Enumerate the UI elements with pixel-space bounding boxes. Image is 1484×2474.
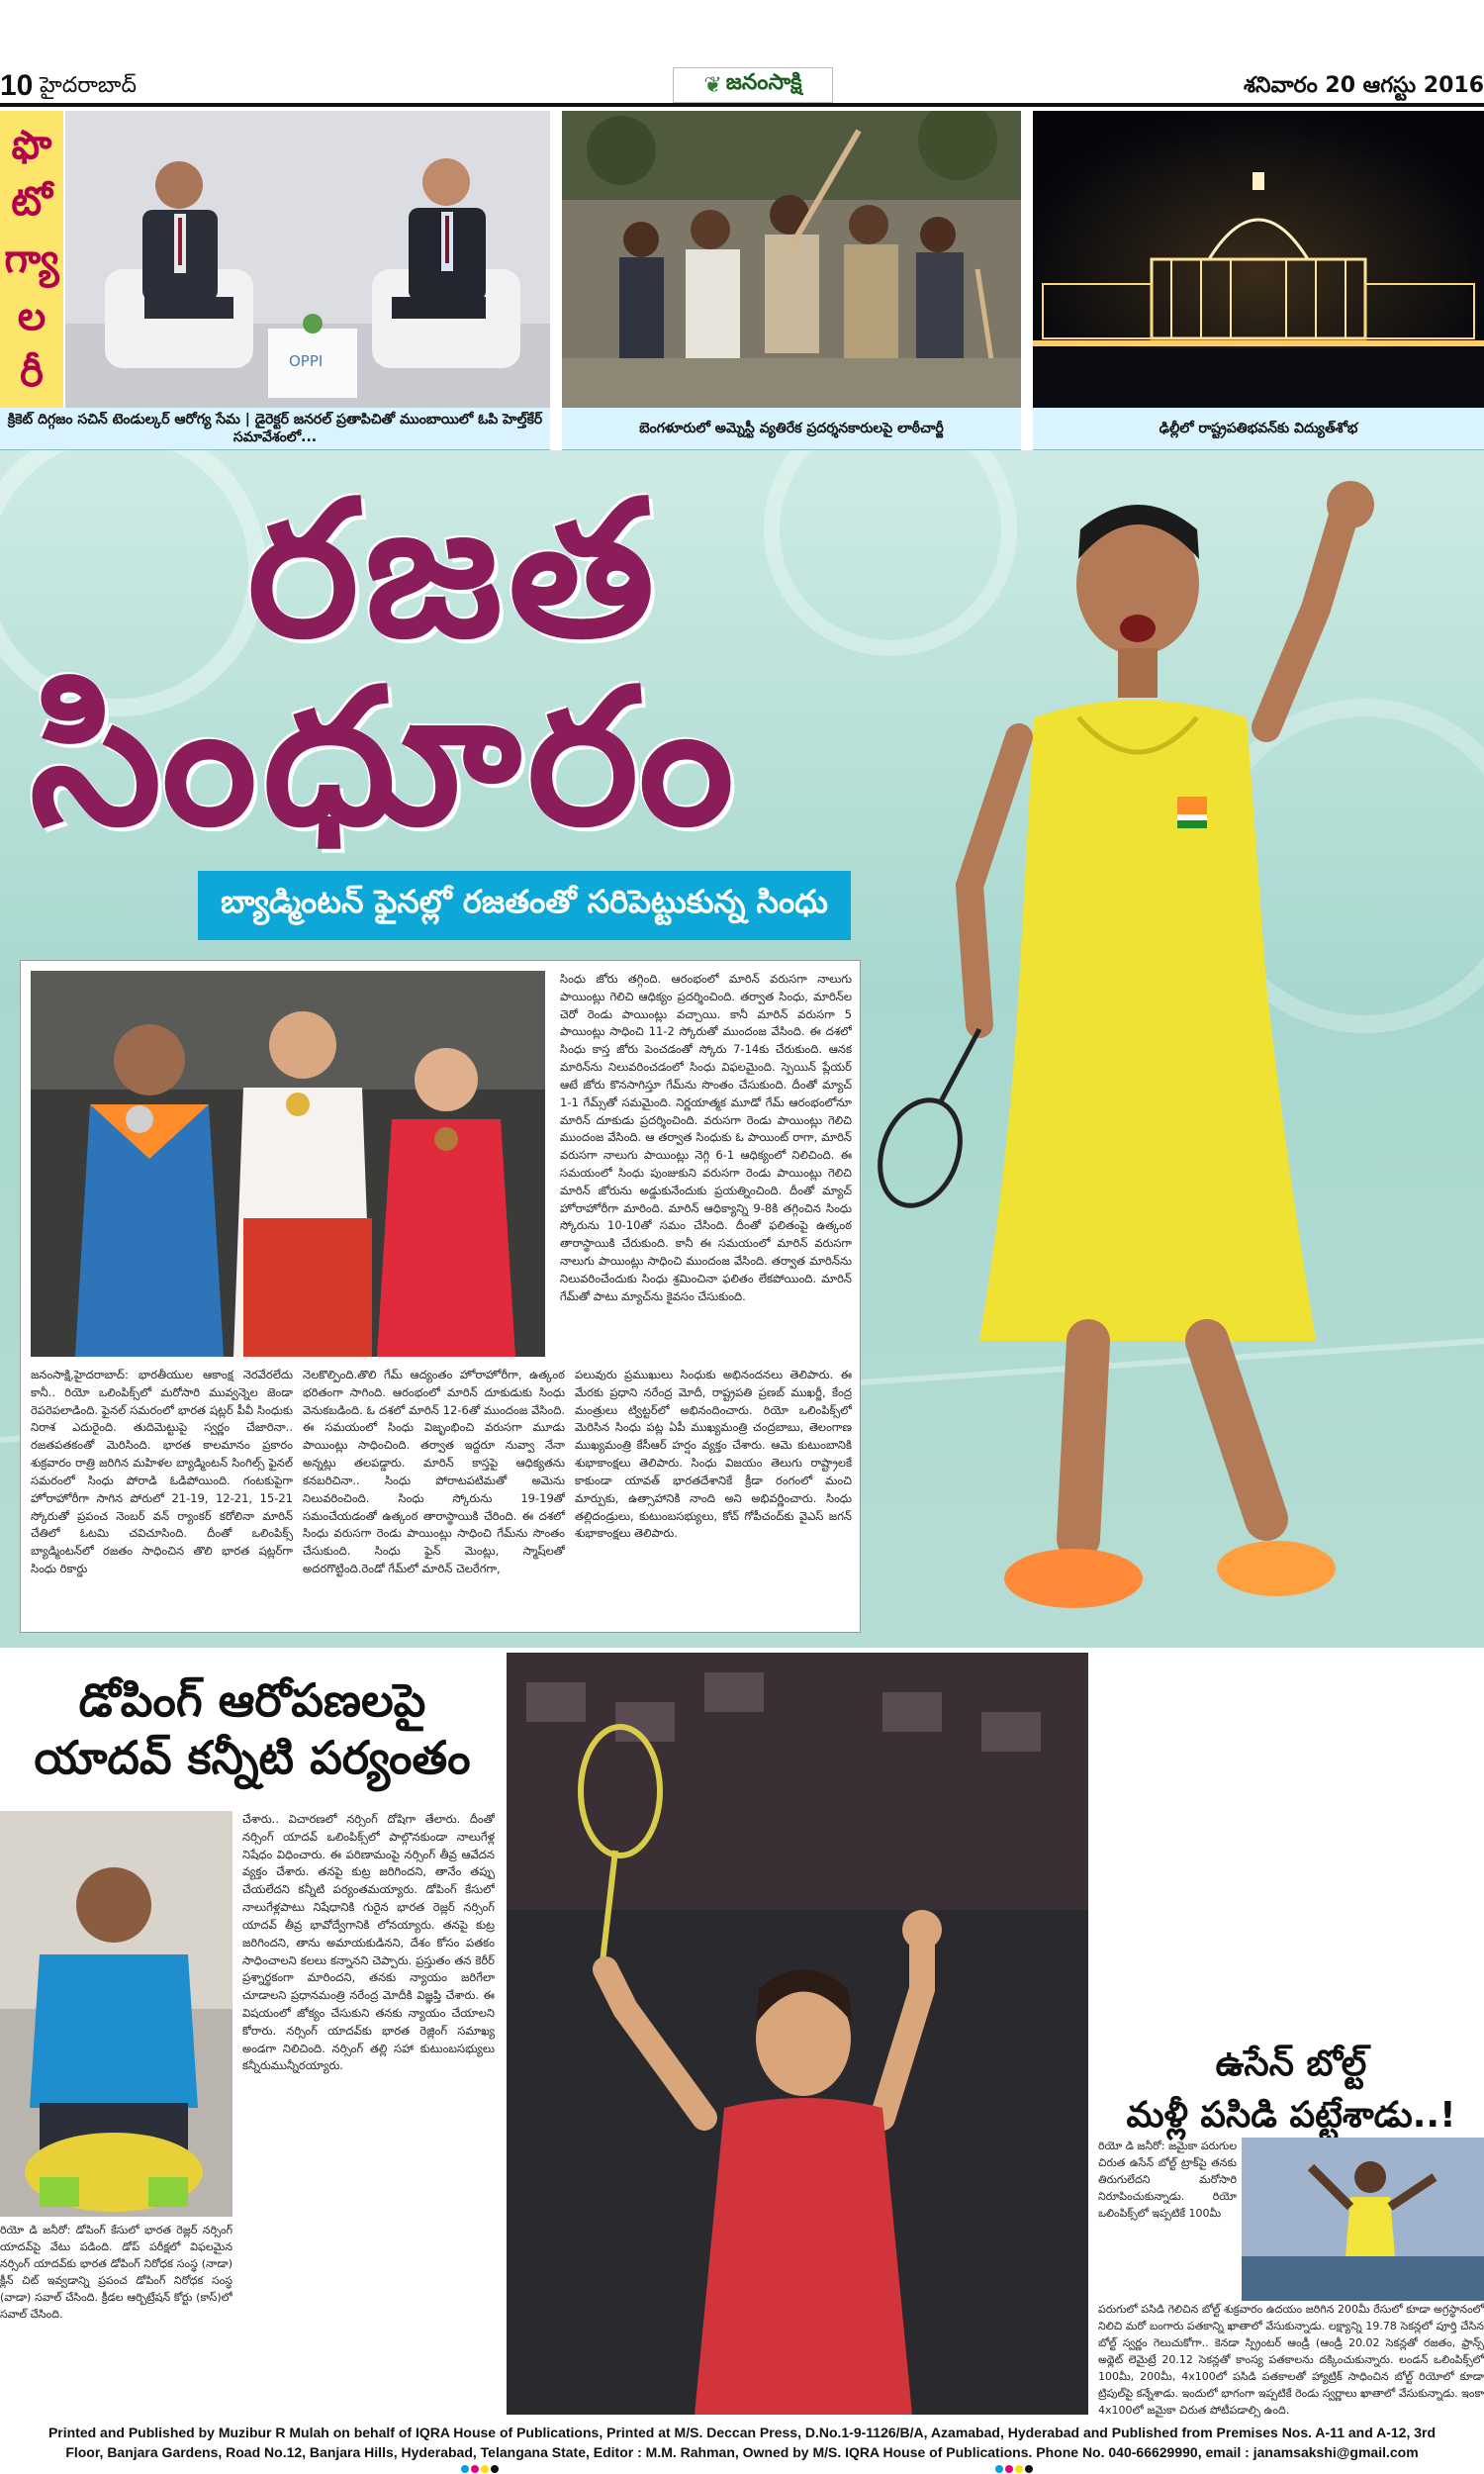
sindhu-article-box — [20, 960, 861, 1633]
hero-subtitle-banner: బ్యాడ్మింటన్ ఫైనల్లో రజతంతో సరిపెట్టుకున్న సింధు — [198, 871, 851, 940]
gallery-caption-2: బెంగళూరులో అమ్నెస్టీ వ్యతిరేక ప్రదర్శనకారులపై లాఠీచార్జీ — [562, 408, 1021, 450]
bolt-headline — [1098, 2039, 1484, 2141]
narsingh-yadav-photo — [0, 1811, 232, 2217]
article-column-3: పలువురు ప్రముఖులు సింధుకు అభినందనలు తెలిపారు. ఈ మేరకు ప్రధాని నరేంద్ర మోదీ, రాష్ట్రపతి ప్రణబ్ ముఖర్జీ, కేంద్ర మంత్రులు ట్విట్టర్‌లో అభినందించారు. రియో ఒలింపిక్స్‌లో మెరిసిన సింధు పట్ల ఏపీ ముఖ్యమంత్రి చంద్రబాబు, తెలంగాణ ముఖ్యమంత్రి కేసీఆర్ హర్షం వ్యక్తం చేశారు. ఆమె కుటుంబానికి శుభాకాంక్షలు తెలిపారు. సింధు విజయం తెలుగు రాష్ట్రాలకే కాకుండా యావత్ భారతదేశానికే క్రీడా రంగంలో మంచి మార్పుకు, ఉత్సాహానికి నాంది అని అభివర్ణించారు. సింధు తల్లిదండ్రులు, కుటుంబసభ్యులు, కోచ్ గోపీచంద్‌కు వైఎస్ జగన్ శుభాకాంక్షలు తెలిపారు. — [575, 1368, 852, 1541]
gallery-caption-1: క్రికెట్ దిగ్గజం సచిన్ టెండుల్కర్ ఆరోగ్య సేమ | డైరెక్టర్ జనరల్ ప్రతాపిచితో ముంబాయిలో ఓపి హెల్త్‌కేర్ సమావేశంలో... — [0, 408, 550, 450]
podium-medalists-photo — [31, 971, 545, 1357]
masthead-title: జనంసాక్షి — [725, 70, 802, 95]
gallery-letter: గ్యా — [4, 236, 59, 282]
leaf-icon: ❦ — [703, 72, 722, 98]
illuminated-building-illustration — [1033, 111, 1484, 408]
protest-illustration — [562, 111, 1021, 408]
doping-headline-line-2: యాదవ్ కన్నీటి పర్యంతం — [34, 1730, 471, 1784]
imprint-line-2: Floor, Banjara Gardens, Road No.12, Banjara Hills, Hyderabad, Telangana State, Editor : M.M. Rahman, Owned by M/S. IQRA House of Publications. Phone No. 040-66629990, email : janamsakshi@gmail.com — [65, 2444, 1419, 2461]
bolt-column-full: పరుగులో పసిడి గెలిచిన బోల్ట్ శుక్రవారం ఉదయం జరిగిన 200మీ రేసులో కూడా అగ్రస్థానంలో నిలిచి మరో బంగారు పతకాన్ని ఖాతాలో వేసుకున్నాడు. లక్ష్యాన్ని 19.78 సెకన్లలో పూర్తి చేసిన బోల్ట్ స్వర్ణం గెలుచుకోగా.. కెనడా స్ప్రింటర్ ఆండ్రీ (ఆండ్రీ 20.02 సెకన్లతో రజతం, ఫ్రాన్స్ అథ్లెట్ లెమైట్రే 20.12 సెకన్లతో కాంస్య పతకాలను దక్కించుకున్నారు. లండన్ ఒలింపిక్స్‌లో 100మీ, 200మీ, 4x100లో పసిడి పతకాలతో హ్యాట్రిక్ సాధించిన బోల్ట్ రియోలో కూడా ట్రిపుల్‌పై కన్నేశాడు. ఇందులో భాగంగా ఇప్పటికే రెండు స్వర్ణాలు ఖాతాలో వేసుకున్నాడు. ఇంకా 4x100లో జమైకా చిరుత పోటీపడాల్సి ఉంది. — [1098, 2303, 1484, 2418]
doping-headline-line-1: డోపింగ్ ఆరోపణలపై — [78, 1673, 426, 1727]
gallery-caption-3: ఢిల్లీలో రాష్ట్రపతిభవన్‌కు విద్యుత్‌శోభ — [1033, 408, 1484, 450]
doping-headline — [10, 1672, 495, 1786]
edition-city: హైదరాబాద్ — [40, 73, 137, 98]
photo-gallery-tag — [0, 111, 63, 408]
conference-illustration — [65, 111, 550, 408]
article-column-2: నెలకొల్పింది.తొలి గేమ్ ఆద్యంతం హోరాహోరీగా, ఉత్కంఠ భరితంగా సాగింది. ఆరంభంలో మారిన్ దూకుడుకు సింధు వెనుకబడింది. ఓ దశలో మారిన్ 12-6తో ముందంజ వేసింది. ఈ సమయంలో సింధు విజృంభించి వరుసగా మూడు పాయింట్లు సాధించింది. తర్వాత ఇద్దరూ నువ్వా నేనా అన్నట్లు తలపడ్డారు. మారిన్ కాస్తపై ఆధిక్యతను కనబరిచినా.. సింధు పోరాటపటిమతో అమెను నిలువరించింది. సింధు స్కోరును 19-19తో సమంచేయడంతో ఉత్కంఠ తారాస్థాయికి చేరింది. ఈ దశలో సింధు వరుసగా రెండు పాయింట్లు సాధించి గేమ్‌ను సొంతం చేసుకుంది. సింధు ఫైన్ మెంట్లు, స్మాష్‌లతో అదరగొట్టింది.రెండో గేమ్‌లో మారిన్ చెలరేగగా, — [303, 1368, 565, 1575]
gallery-letter: ల — [17, 293, 46, 339]
imprint-line-1: Printed and Published by Muzibur R Mulah on behalf of IQRA House of Publications, Printed at M/S. Deccan Press, D.No.1-9-1126/B/A, Azamabad, Hyderabad and Published from Premises Nos. A-11 and A-12, 3rd — [47, 2425, 1437, 2440]
header-rule — [0, 103, 1484, 107]
doping-column-left: రియో డి జనీరో: డోపింగ్ కేసులో భారత రెజ్లర్ నర్సింగ్ యాదవ్‌పై వేటు పడింది. డోప్ పరీక్షలో విఫలమైన నర్సింగ్ యాదవ్‌కు భారత డోపింగ్ నిరోధక సంస్థ (నాడా) క్లీన్ చిట్ ఇవ్వడాన్ని ప్రపంచ డోపింగ్ నిరోధక సంస్థ (వాడా) సవాల్ చేసింది. క్రీడల ఆర్బిట్రేషన్ కోర్టు (కాస్)లో సవాల్ చేసింది. — [0, 2224, 232, 2322]
hero-title-line-1: రజత — [247, 460, 661, 679]
sindhu-hero-photo — [851, 470, 1405, 1648]
masthead-logo — [673, 67, 833, 103]
gallery-letter: రీ — [20, 350, 44, 397]
bolt-column-narrow: రియో డి జనీరో: జమైకా పరుగుల చిరుత ఉసేన్ బోల్ట్ ట్రాక్‌పై తనకు తిరుగులేదని మరోసారి నిరూపించుకున్నాడు. రియో ఒలింపిక్స్‌లో ఇప్పటికే 100మీ — [1098, 2140, 1237, 2221]
article-column-1: జనంసాక్షి,హైదరాబాద్: భారతీయుల ఆకాంక్ష నెరవేరలేదు కానీ.. రియో ఒలింపిక్స్‌లో మరోసారి మువ్వన్నెల జెండా రెపరెపలాడింది. ఫైనల్ సమరంలో భారత షట్లర్ పీవీ సింధుకు నిరాశ ఎదురైంది. తుదిమెట్టుపై స్వర్ణం చేజారినా.. రజతపతకంతో మెరిసింది. భారత కాలమానం ప్రకారం శుక్రవారం రాత్రి జరిగిన మహిళల బ్యాడ్మింటన్ సింగిల్స్ ఫైనల్ సమరంలో సింధు పోరాడి ఓడిపోయింది. గంటకుపైగా హోరాహోరీగా సాగిన పోరులో 21-19, 12-21, 15-21 స్కోరుతో ప్రపంచ నెంబర్ వన్ ర్యాంకర్ కరోలినా మారిన్ చేతిలో ఓటమి చవిచూసింది. దీంతో ఒలింపిక్స్ బ్యాడ్మింటన్‌లో రజతం సాధించిన తొలి భారత షట్లర్‌గా సింధు రికార్డు — [31, 1368, 293, 1575]
gallery-photo-conference — [65, 111, 550, 408]
bolt-headline-line-1: ఉసేన్ బోల్ట్ — [1215, 2044, 1367, 2084]
bolt-headline-line-2: మళ్లీ పసిడి పట్టేశాడు..! — [1126, 2095, 1456, 2137]
gallery-photo-rashtrapati-bhavan — [1033, 111, 1484, 408]
page-number: 10 — [0, 69, 34, 102]
oppi-banner-text: OPPI — [289, 352, 324, 370]
doping-column-right: చేశారు.. విచారణలో నర్సింగ్ దోషిగా తేలారు. దీంతో నర్సింగ్ యాదవ్ ఒలింపిక్స్‌లో పాల్గొనకుండా నాలుగేళ్ల నిషేధం విధించారు. ఈ పరిణామంపై నర్సింగ్ తీవ్ర ఆవేదన వ్యక్తం చేశారు. తనపై కుట్ర జరిగిందని, తానేం తప్పు చేయలేదని కన్నీటి పర్యంతమయ్యారు. డోపింగ్ కేసులో నాలుగేళ్లపాటు నిషేధానికి గురైన భారత రెజ్లర్ నర్సింగ్ యాదవ్ తీవ్ర భావోద్వేగానికి లోనయ్యారు. తనపై కుట్ర జరిగిందని, తాను అమాయకుడినని, దేశం కోసం పతకం సాధించాలని కలలు కన్నానని చెప్పారు. ప్రస్తుతం తన కెరీర్ ప్రశ్నార్థకంగా మారిందని, తనకు న్యాయం జరిగేలా చూడాలని ప్రధానమంత్రి నరేంద్ర మోదీకి విజ్ఞప్తి చేశారు. ఈ విషయంలో జోక్యం చేసుకుని తనకు న్యాయం చేయాలని కోరారు. నర్సింగ్ యాదవ్‌కు భారత రెజ్లింగ్ సమాఖ్య అండగా నిలిచింది. నర్సింగ్ తల్లి సహా కుటుంబసభ్యులు కన్నీరుమున్నీరయ్యారు. — [242, 1812, 495, 2073]
carolina-marin-photo — [507, 1653, 1088, 2415]
article-column-right-top: సింధు జోరు తగ్గింది. ఆరంభంలో మారిన్ వరుసగా నాలుగు పాయింట్లు గెలిచి ఆధిక్యం ప్రదర్శించింది. తర్వాత సింధు, మారిన్‌ల చెరో రెండు పాయింట్లు వచ్చాయి. కానీ మారిన్ వరుసగా 5 పాయింట్లు సాధించి 11-2 స్కోరుతో ముందంజ వేసింది. ఈ దశలో సింధు కాస్త జోరు పెంచడంతో స్కోరు 7-14కు చేరుకుంది. ఆనక మారిన్‌ను నిలువరించడంలో సింధు విఫలమైంది. స్పెయిన్ ప్లేయర్ ఆటే జోరు కొనసాగిస్తూ గేమ్‌ను సొంతం చేసుకుంది. దీంతో మ్యాచ్ 1-1 గేమ్స్‌తో సమమైంది. నిర్ణయాత్మక మూడో గేమ్ ఆరంభంలోనూ మారిన్ దూకుడు ప్రదర్శించింది. వరుసగా రెండు పాయింట్లు గెలిచి ముందంజ వేసింది. ఆ తర్వాత సింధుకు ఓ పాయింట్ రాగా, మారిన్ వరుసగా నాలుగు పాయింట్లు నెగ్గి 6-1 ఆధిక్యంలో నిలిచింది. ఈ సమయంలో సింధు పుంజుకుని వరుసగా రెండు పాయింట్లు గెలిచి మారిన్ జోరును అడ్డుకునేందుకు ప్రయత్నించింది. దీంతో మ్యాచ్ హోరాహోరీగా మారింది. మారిన్ ఆధిక్యాన్ని 9-8కి తగ్గించిన సింధు స్కోరును 10-10తో సమం చేసింది. దీంతో ఫలితంపై ఉత్కంఠ తారాస్థాయికి చేరుకుంది. కానీ ఈ సమయంలో మారిన్ వరుసగా నాలుగు పాయింట్లు సాధించి ముందంజ వేసింది. తర్వాత మారిన్‌ను నిలువరించేందుకు సింధు శ్రమించినా ఫలితం లేకపోయింది. మారిన్ గేమ్‌తో పాటు మ్యాచ్‌ను కైవసం చేసుకుంది. — [560, 972, 852, 1303]
gallery-letter: ఫొ — [11, 122, 52, 168]
usain-bolt-photo — [1242, 2138, 1484, 2301]
hero-title-line-2: సింధూరం — [30, 648, 740, 867]
printer-registration-marks — [0, 2464, 1484, 2474]
issue-date: శనివారం 20 ఆగస్టు 2016 — [1243, 73, 1484, 98]
gallery-photo-protest — [562, 111, 1021, 408]
gallery-letter: టో — [11, 179, 52, 226]
